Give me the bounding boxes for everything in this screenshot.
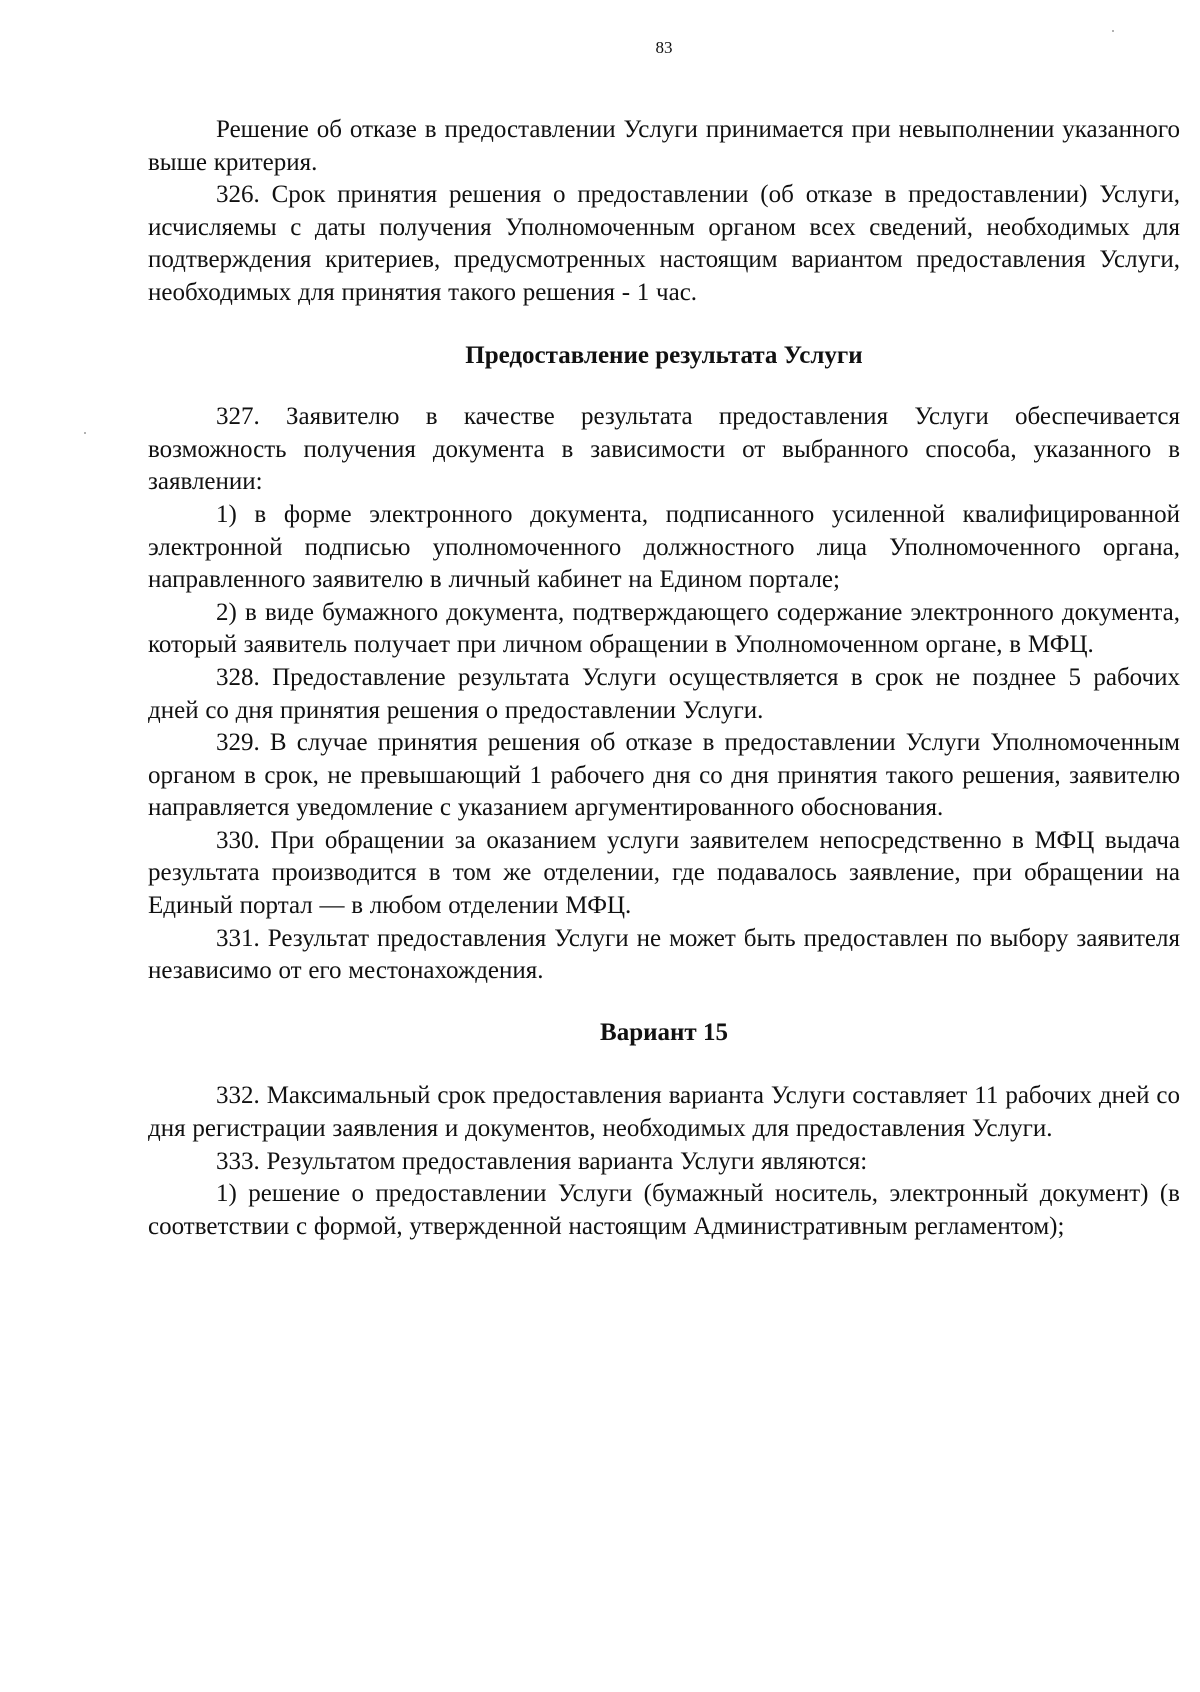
paragraph-332: 332. Максимальный срок предоставления варианта Услуги составляет 11 рабочих дней со дня регистрации заявления и документов, необходимых для предоставления Услуги.	[148, 1082, 1180, 1143]
paragraph-327-item-2: 2) в виде бумажного документа, подтверждающего содержание электронного документа, который заявитель получает при личном обращении в Уполномоченном органе, в МФЦ.	[148, 598, 1180, 659]
paragraph-327-item-1: 1) в форме электронного документа, подписанного усиленной квалифицированной электронной подписью уполномоченного должностного лица Уполномоченного органа, направленного заявителю в личный кабинет на Едином портале;	[148, 500, 1180, 594]
paragraph-333: 333. Результатом предоставления варианта Услуги являются:	[216, 1147, 868, 1175]
paragraph-331: 331. Результат предоставления Услуги не может быть предоставлен по выбору заявителя независимо от его местонахождения.	[148, 924, 1180, 985]
section-heading-result: Предоставление результата Услуги	[465, 341, 863, 369]
paragraph-327: 327. Заявителю в качестве результата предоставления Услуги обеспечивается возможность получения документа в зависимости от выбранного способа, указанного в заявлении:	[148, 403, 1180, 496]
scan-speck	[1112, 30, 1114, 32]
page-number: 83	[655, 38, 673, 57]
scan-speck	[84, 432, 86, 434]
paragraph-329: 329. В случае принятия решения об отказе в предоставлении Услуги Уполномоченным органом в срок, не превышающий 1 рабочего дня со дня принятия такого решения, заявителю направляется уведомление с указанием аргументированного обоснования.	[148, 729, 1180, 822]
document-body	[148, 114, 1180, 1243]
paragraph-328: 328. Предоставление результата Услуги осуществляется в срок не позднее 5 рабочих дней со дня принятия решения о предоставлении Услуги.	[148, 663, 1180, 724]
paragraph-330: 330. При обращении за оказанием услуги заявителем непосредственно в МФЦ выдача результата производится в том же отделении, где подавалось заявление, при обращении на Единый портал — в любом отделении МФЦ.	[148, 826, 1180, 920]
paragraph-333-item-1: 1) решение о предоставлении Услуги (бумажный носитель, электронный документ) (в соответствии с формой, утвержденной настоящим Административным регламентом);	[148, 1180, 1180, 1240]
paragraph-refusal-criterion: Решение об отказе в предоставлении Услуги принимается при невыполнении указанного выше критерия.	[148, 116, 1180, 176]
section-heading-variant-15: Вариант 15	[600, 1018, 728, 1046]
paragraph-326: 326. Срок принятия решения о предоставлении (об отказе в предоставлении) Услуги, исчисляемы с даты получения Уполномоченным органом всех сведений, необходимых для подтверждения критериев, предусмотренных настоящим вариантом предоставления Услуги, необходимых для принятия такого решения - 1 час.	[148, 181, 1180, 306]
